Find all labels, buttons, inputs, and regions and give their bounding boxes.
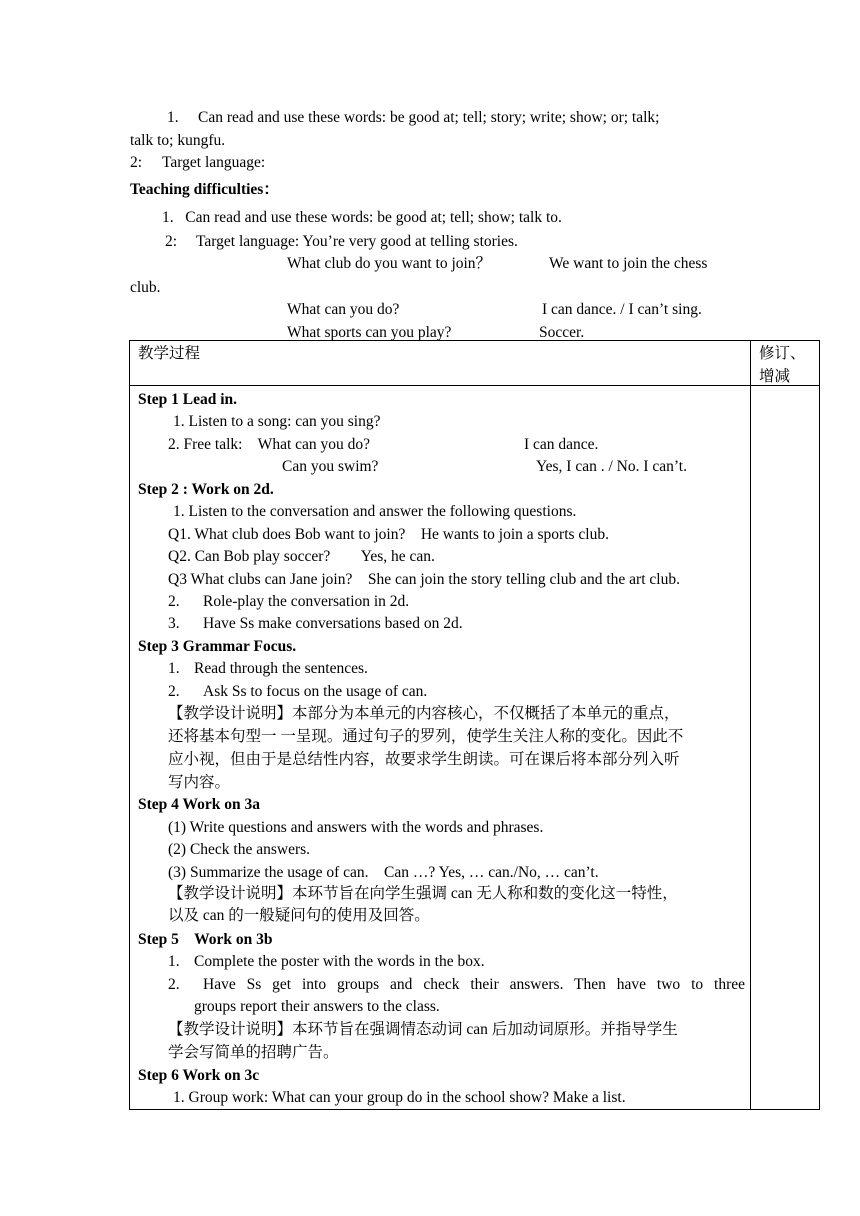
step-3-item-2-number: 2. [168, 683, 180, 700]
step-3-note-line-1: 【教学设计说明】本部分为本单元的内容核心，不仅概括了本单元的重点， [168, 705, 680, 722]
step-5-note-line-1: 【教学设计说明】本环节旨在强调情态动词 can 后加动词原形。并指导学生 [168, 1021, 678, 1038]
process-content-cell [130, 386, 751, 1110]
step-5-note-line-2: 学会写简单的招聘广告。 [168, 1044, 339, 1061]
step-4-title: Step 4 Work on 3a [138, 796, 261, 813]
step-2-item-3-number: 3. [168, 615, 180, 632]
step-6-item-1: 1. Group work: What can your group do in the school show? Make a list. [173, 1089, 626, 1106]
step-3-item-1: Read through the sentences. [194, 660, 368, 677]
step-4-item-3: (3) Summarize the usage of can. Can …? Yes, … can./No, … can’t. [168, 864, 599, 881]
header-revision-cell [751, 341, 820, 386]
objective-1-text: Can read and use these words: be good at; tell; story; write; show; or; talk; [198, 109, 660, 126]
step-3-item-2: Ask Ss to focus on the usage of can. [203, 683, 428, 700]
step-2-question-2: Q2. Can Bob play soccer? Yes, he can. [168, 548, 435, 565]
step-4-item-2: (2) Check the answers. [168, 841, 311, 858]
teaching-difficulties-heading: Teaching difficulties： [130, 181, 279, 198]
target-answer-2: I can dance. / I can’t sing. [542, 301, 702, 318]
objective-1-continued: talk to; kungfu. [130, 132, 226, 149]
target-question-3: What sports can you play? [287, 324, 452, 341]
step-1-item-3-answer: Yes, I can . / No. I can’t. [536, 458, 687, 475]
step-1-item-2-question: 2. Free talk: What can you do? [168, 436, 371, 453]
step-1-item-1: 1. Listen to a song: can you sing? [173, 413, 381, 430]
step-5-item-1-number: 1. [168, 953, 180, 970]
step-4-item-1: (1) Write questions and answers with the words and phrases. [168, 819, 544, 836]
target-answer-1-continued: club. [130, 279, 161, 296]
step-2-item-3: Have Ss make conversations based on 2d. [203, 615, 463, 632]
step-3-title: Step 3 Grammar Focus. [138, 638, 297, 655]
revision-content-cell [751, 386, 820, 1110]
step-4-note-line-2: 以及 can 的一般疑问句的使用及回答。 [168, 907, 430, 924]
target-question-2: What can you do? [287, 301, 400, 318]
difficulty-1: 1. Can read and use these words: be good at; tell; show; talk to. [162, 209, 562, 226]
step-5-item-2-number: 2. [168, 976, 180, 993]
step-6-title: Step 6 Work on 3c [138, 1067, 260, 1084]
objective-2-number: 2: [130, 154, 143, 171]
objective-1-number: 1. [167, 109, 179, 126]
target-answer-3: Soccer. [539, 324, 585, 341]
target-question-1: What club do you want to join？ [287, 255, 492, 272]
target-answer-1: We want to join the chess [549, 255, 708, 272]
header-process-label: 教学过程 [138, 345, 201, 362]
step-2-title: Step 2 : Work on 2d. [138, 481, 274, 498]
step-5-item-2-line-2: groups report their answers to the class. [194, 998, 440, 1015]
step-3-item-1-number: 1. [168, 660, 180, 677]
step-4-note-line-1: 【教学设计说明】本环节旨在向学生强调 can 无人称和数的变化这一特性， [168, 885, 678, 902]
step-2-item-2-number: 2. [168, 593, 180, 610]
step-3-note-line-4: 写内容。 [168, 774, 231, 791]
step-1-item-3-question: Can you swim? [282, 458, 379, 475]
step-5-item-2-line-1: Have Ss get into groups and check their answers. Then have two to three [203, 976, 745, 993]
step-2-question-1: Q1. What club does Bob want to join? He wants to join a sports club. [168, 526, 609, 543]
step-5-title: Step 5 Work on 3b [138, 931, 273, 948]
step-1-item-2-answer: I can dance. [524, 436, 599, 453]
difficulty-2-number: 2: [165, 233, 178, 250]
header-revision-label-1: 修订、 [759, 345, 806, 362]
step-3-note-line-2: 还将基本句型一 一呈现。通过句子的罗列，使学生关注人称的变化。因此不 [168, 728, 684, 745]
step-1-title: Step 1 Lead in. [138, 391, 238, 408]
step-2-item-1: 1. Listen to the conversation and answer the following questions. [173, 503, 577, 520]
step-5-item-1: Complete the poster with the words in the box. [194, 953, 485, 970]
objective-2-text: Target language: [162, 154, 266, 171]
teaching-process-table [129, 340, 820, 1110]
difficulty-2-text: Target language: You’re very good at telling stories. [196, 233, 518, 250]
header-revision-label-2: 增减 [759, 368, 791, 385]
step-2-item-2: Role-play the conversation in 2d. [203, 593, 410, 610]
header-process-cell [130, 341, 751, 386]
step-3-note-line-3: 应小视，但由于是总结性内容，故要求学生朗读。可在课后将本部分列入听 [168, 751, 680, 768]
step-2-question-3: Q3 What clubs can Jane join? She can join the story telling club and the art club. [168, 571, 680, 588]
